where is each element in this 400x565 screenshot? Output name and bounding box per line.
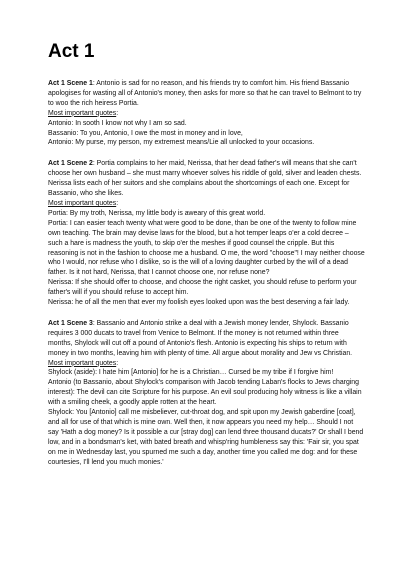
quote-line: Antonio: My purse, my person, my extremest means/Lie all unlocked to your occasions. (48, 139, 315, 147)
scene-summary (48, 159, 365, 199)
quote-line: Antonio (to Bassanio, about Shylock's comparison with Jacob tending Laban's flocks to Jews charging interest): The devil can cite Scripture for his purpose. An evil soul producing holy witness is like a villain with a smiling cheek, a goodly apple rotten at the heart. (48, 379, 362, 407)
quotes-label-line (48, 359, 365, 369)
scene-heading: Act 1 Scene 3 (48, 319, 93, 327)
quotes-label: Most important quotes (48, 109, 117, 117)
scene-summary (48, 79, 365, 109)
page-title: Act 1 (48, 41, 95, 62)
scene-section-2 (48, 159, 365, 308)
scene-section-1 (48, 79, 365, 148)
quote-line: Portia: By my troth, Nerissa, my little body is aweary of this great world. (48, 209, 266, 217)
scene-summary-text: : Portia complains to her maid, Nerissa, that her dead father's will means that she can't choose her own husband – she must marry whoever solves his riddle of gold, silver and leaden chests. Nerissa lists each of her suitors and she complains about the shortcomings of each one. Except for Bassanio, who she likes. (48, 160, 362, 198)
quote-line: Shylock (aside): I hate him [Antonio] for he is a Christian… Cursed be my tribe if I forgive him! (48, 369, 334, 377)
quotes-label: Most important quotes (48, 359, 117, 367)
scene-section-3 (48, 319, 365, 468)
quotes-label-colon: : (116, 109, 119, 117)
scene-summary-text: : Bassanio and Antonio strike a deal with a Jewish money lender, Shylock. Bassanio requires 3 000 ducats to travel from Venice to Belmont. If the money is not returned within three months, Shylock will cut off a pound of Antonio's flesh. Antonio is expecting his ships to return with money in two months, leaving him with plenty of time. All argue about morality and Jew vs Christian. (48, 319, 353, 357)
quotes-label-colon: : (116, 199, 119, 207)
quote-line: Bassanio: To you, Antonio, I owe the most in money and in love, (48, 129, 243, 137)
quote-line: Antonio: In sooth I know not why I am so sad. (48, 119, 187, 127)
quotes-label-line (48, 109, 365, 119)
quote-line: Portia: I can easier teach twenty what were good to be done, than be one of the twenty to follow mine own teaching. The brain may devise laws for the blood, but a hot temper leaps o'er a cold decree – such a hare is madness the youth, to skip o'er the meshes if good counsel the cripple. But this reasoning is not in the fashion to choose me a husband. O me, the word "choose"! I may neither choose who I would, nor refuse who I dislike, so is the will of a loving daughter curbed by the will of a dead father. Is it not hard, Nerissa, that I cannot choose one, nor refuse none? (48, 219, 365, 277)
quote-line: Nerissa: If she should offer to choose, and choose the right casket, you should refuse to perform your father's will if you should refuse to accept him. (48, 279, 357, 297)
scene-summary (48, 319, 365, 359)
quotes-label: Most important quotes (48, 199, 117, 207)
quote-line: Nerissa: he of all the men that ever my foolish eyes looked upon was the best deserving a fair lady. (48, 299, 350, 307)
quote-line: Shylock: You [Antonio] call me misbeliever, cut-throat dog, and spit upon my Jewish gaberdine [coat], and all for use of that which is mine own. Well then, it now appears you need my help… Should I not say 'Hath a dog money? Is it possible a cur [stray dog] can lend three thousand ducats?' Or shall I bend low, and in a bondsman's ket, with bated breath and whisp'ring humbleness say this: 'Fair sir, you spat on me in Wednesday last, you spurned me such a day, another time you called me dog: and for these courtesies, I'll lend you much monies.' (48, 409, 364, 466)
scene-heading: Act 1 Scene 1 (48, 80, 93, 87)
quotes-label-line (48, 199, 365, 209)
scene-heading: Act 1 Scene 2 (48, 160, 93, 168)
scene-summary-text: : Antonio is sad for no reason, and his friends try to comfort him. His friend Bassanio apologises for wasting all of Antonio's money, then asks for more so that he can travel to Belmont to try to woo the rich heiress Portia. (48, 80, 362, 107)
quotes-label-colon: : (116, 359, 119, 367)
